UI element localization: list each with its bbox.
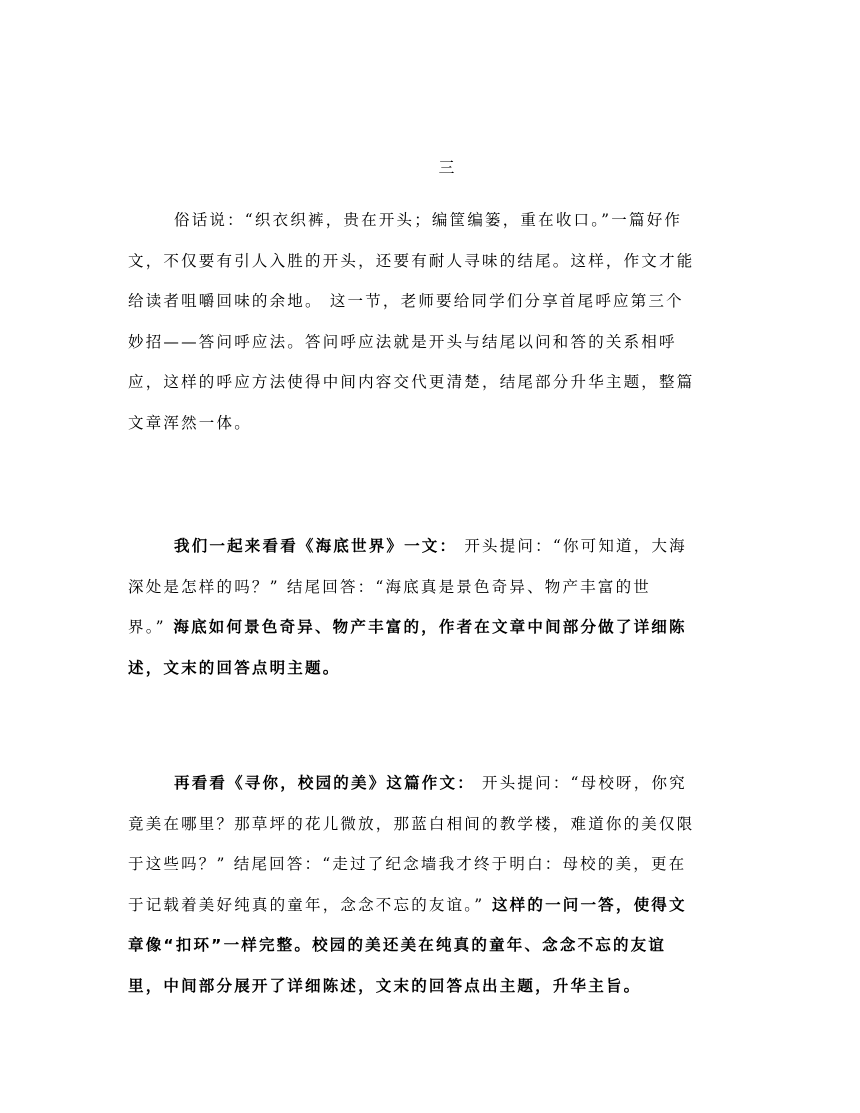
text-line: 里，中间部分展开了详细陈述，文末的回答点出主题，升华主旨。 [128,976,642,995]
example-paragraph-2 [128,763,734,1006]
plain-text: 开头提问：“你可知道，大海 [457,537,687,555]
plain-text: 于记载着美好纯真的童年，念念不忘的友谊。” [128,895,485,914]
text-line: 妙招——答问呼应法。答问呼应法就是开头与结尾以问和答的关系相呼 [128,332,677,351]
text-line: 应，这样的呼应方法使得中间内容交代更清楚，结尾部分升华主题，整篇 [128,373,695,391]
plain-text: 界。” [128,618,166,636]
text-line: 文章浑然一体。 [128,413,252,432]
text-line: 竟美在哪里？那草坪的花儿微放，那蓝白相间的教学楼，难道你的美仅限 [128,814,695,833]
bold-text: 这样的一问一答，使得文 [484,895,687,914]
intro-paragraph [128,200,734,443]
bold-text: 海底如何景色奇异、物产丰富的，作者在文章中间部分做了详细陈 [165,618,687,636]
example-paragraph-1 [128,526,734,688]
text-line [128,607,734,648]
plain-text: 开头提问：“母校呀，你究 [474,774,687,792]
text-line [128,763,734,804]
text-line: 述，文末的回答点明主题。 [128,658,341,677]
text-line [128,526,734,567]
bold-text: 再看看《寻你，校园的美》这篇作文： [174,774,475,792]
text-line: 章像“扣环”一样完整。校园的美还美在纯真的童年、念念不忘的友谊 [128,936,667,954]
text-line: 深处是怎样的吗？” 结尾回答：“海底真是景色奇异、物产丰富的世 [128,577,651,596]
text-line: 于这些吗？” 结尾回答：“走过了纪念墙我才终于明白：母校的美，更在 [128,855,687,873]
text-line [128,885,734,926]
section-heading: 三 [438,158,457,177]
text-line: 文，不仅要有引人入胜的开头，还要有耐人寻味的结尾。这样，作文才能 [128,251,695,270]
text-line: 给读者咀嚼回味的余地。 这一节，老师要给同学们分享首尾呼应第三个 [128,292,684,310]
bold-text: 我们一起来看看《海底世界》一文： [174,537,458,555]
text-line: 俗话说：“织衣织裤，贵在开头；编筐编篓，重在收口。”一篇好作 [174,211,683,229]
